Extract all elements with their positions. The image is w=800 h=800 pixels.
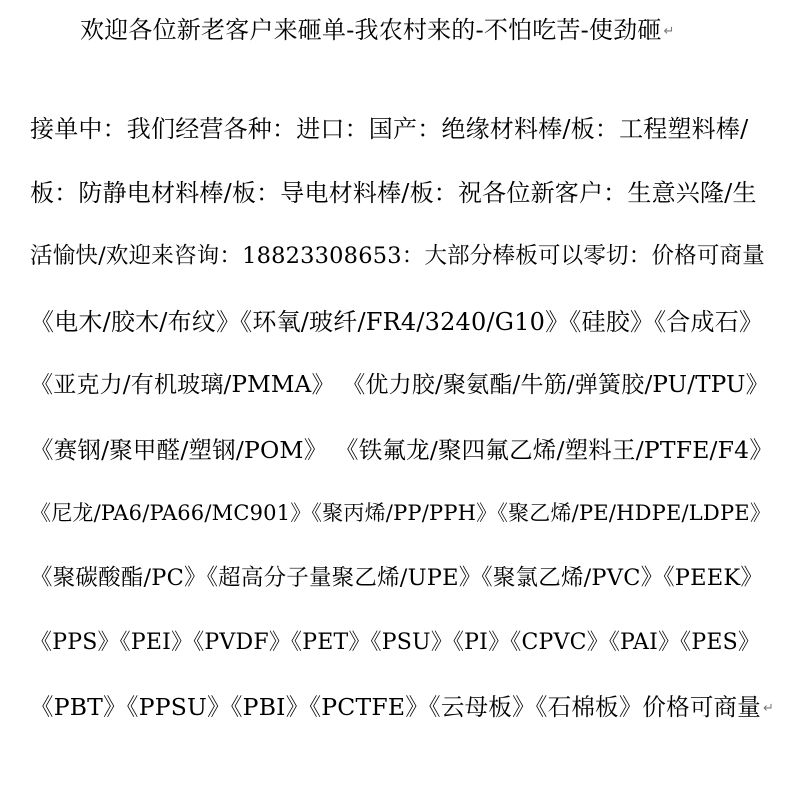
text-line: 《电木/胶木/布纹》《环氧/玻纤/FR4/3240/G10》《硅胶》《合成石》 bbox=[30, 308, 764, 336]
text-line-2 bbox=[30, 181, 757, 205]
text-line: 接单中：我们经营各种：进口：国产：绝缘材料棒/板：工程塑料棒/ bbox=[30, 115, 749, 143]
text-line: 《尼龙/PA6/PA66/MC901》《聚丙烯/PP/PPH》《聚乙烯/PE/HDPE/LDPE》 bbox=[30, 501, 772, 525]
text-line: 《亚克力/有机玻璃/PMMA》 《优力胶/聚氨酯/牛筋/弹簧胶/PU/TPU》 bbox=[30, 372, 769, 398]
text-line: 《聚碳酸酯/PC》《超高分子量聚乙烯/UPE》《聚氯乙烯/PVC》《PEEK》 bbox=[30, 565, 764, 591]
paragraph-mark-icon: ↵ bbox=[762, 701, 774, 716]
text-line: 板：防静电材料棒/板：导电材料棒/板：祝各位新客户：生意兴隆/生 bbox=[30, 179, 757, 207]
text-line-5 bbox=[30, 374, 769, 397]
text-line-3 bbox=[30, 245, 765, 268]
text-line: 活愉快/欢迎来咨询：18823308653：大部分棒板可以零切：价格可商量 bbox=[30, 243, 765, 269]
title-line bbox=[80, 18, 674, 42]
text-line: 《赛钢/聚甲醛/塑钢/POM》 《铁氟龙/聚四氟乙烯/塑料王/PTFE/F4》 bbox=[30, 436, 774, 464]
text-line-6 bbox=[30, 436, 774, 464]
text-line-8 bbox=[30, 567, 763, 590]
text-line: 《PBT》《PPSU》《PBI》《PCTFE》《云母板》《石棉板》价格可商量 bbox=[30, 693, 761, 721]
text-line-1 bbox=[30, 117, 748, 141]
text-line-4 bbox=[30, 310, 763, 334]
text-line-9 bbox=[30, 632, 760, 654]
title-text: 欢迎各位新老客户来砸单-我农村来的-不怕吃苦-使劲砸 bbox=[80, 16, 662, 44]
text-line: 《PPS》《PEI》《PVDF》《PET》《PSU》《PI》《CPVC》《PAI》《PES》 bbox=[30, 630, 761, 655]
text-line-7 bbox=[30, 503, 771, 524]
text-line-10 bbox=[30, 693, 774, 721]
paragraph-mark-icon: ↵ bbox=[663, 24, 675, 39]
